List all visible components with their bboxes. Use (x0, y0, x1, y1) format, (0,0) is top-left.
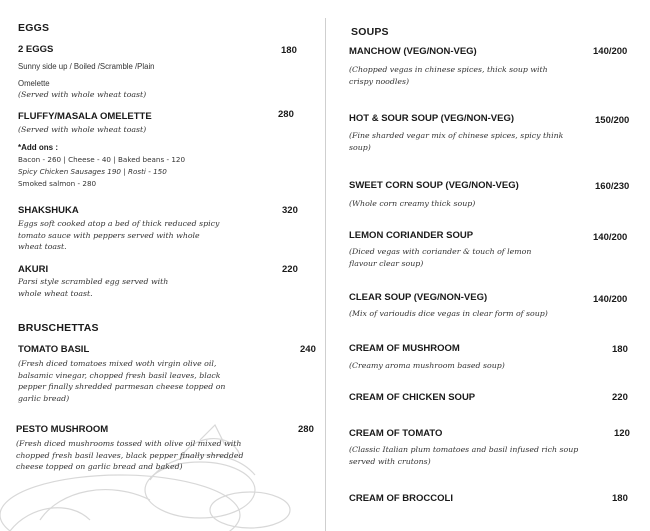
section-heading-eggs: EGGS (18, 22, 50, 34)
item-desc-manchow: (Chopped vegas in chinese spices, thick soup with crispy noodles) (349, 65, 548, 86)
item-price-fluffy-omelette: 280 (278, 109, 294, 120)
item-price-tomato-basil: 240 (300, 344, 316, 355)
item-desc-pesto-mushroom: (Fresh diced mushrooms tossed with olive oil mixed with chopped fresh basil leaves, black pepper finally shredded cheese topped on garlic bread and baked) (16, 439, 244, 471)
item-price-akuri: 220 (282, 264, 298, 275)
item-options-2-eggs: Sunny side up / Boiled /Scramble /Plain (18, 62, 155, 71)
item-price-shakshuka: 320 (282, 205, 298, 216)
item-desc-shakshuka: Eggs soft cooked atop a bed of thick reduced spicy tomato sauce with peppers served with whole wheat toast. (18, 219, 220, 251)
item-desc-clear-soup: (Mix of varioudis dice vegas in clear form of soup) (349, 309, 548, 318)
item-desc-cream-tomato: (Classic Italian plum tomatoes and basil infused rich soup served with crutons) (349, 445, 579, 466)
section-heading-bruschettas: BRUSCHETTAS (18, 322, 99, 334)
addons-line: Smoked salmon - 280 (18, 179, 97, 188)
item-name-2-eggs: 2 EGGS (18, 44, 54, 55)
decorative-food-sketch (0, 420, 330, 531)
item-desc-lemon-coriander: (Diced vegas with coriander & touch of lemon flavour clear soup) (349, 247, 532, 268)
item-desc-tomato-basil: (Fresh diced tomatoes mixed woth virgin olive oil, balsamic vinegar, chopped fresh basil leaves, black pepper finally shredded parmesan cheese topped on garlic bread) (18, 359, 226, 403)
item-price-sweet-corn: 160/230 (595, 181, 630, 192)
column-divider (325, 18, 326, 531)
item-name-cream-tomato: CREAM OF TOMATO (349, 428, 443, 439)
item-desc-akuri: Parsi style scrambled egg served with whole wheat toast. (18, 277, 169, 298)
item-desc-hot-sour: (Fine sharded vegar mix of chinese spices, spicy think soup) (349, 131, 564, 152)
item-price-cream-tomato: 120 (614, 428, 630, 439)
addons-line: Bacon - 260 | Cheese - 40 | Baked beans - 120 (18, 155, 186, 164)
item-desc-fluffy-omelette: (Served with whole wheat toast) (18, 125, 147, 134)
item-name-hot-sour: HOT & SOUR SOUP (VEG/NON-VEG) (349, 113, 515, 124)
item-name-pesto-mushroom: PESTO MUSHROOM (16, 424, 109, 435)
item-name-manchow: MANCHOW (VEG/NON-VEG) (349, 46, 477, 57)
item-price-cream-broccoli: 180 (612, 493, 628, 504)
item-name-lemon-coriander: LEMON CORIANDER SOUP (349, 230, 474, 241)
item-price-lemon-coriander: 140/200 (593, 232, 628, 243)
item-name-cream-chicken: CREAM OF CHICKEN SOUP (349, 392, 476, 403)
item-desc-sweet-corn: (Whole corn creamy thick soup) (349, 199, 476, 208)
item-desc-cream-mushroom: (Creamy aroma mushroom based soup) (349, 361, 505, 370)
addons-title: *Add ons : (18, 143, 58, 152)
item-name-fluffy-omelette: FLUFFY/MASALA OMELETTE (18, 111, 152, 122)
item-price-cream-chicken: 220 (612, 392, 628, 403)
item-price-clear-soup: 140/200 (593, 294, 628, 305)
item-options-2-eggs-cont: Omelette (18, 79, 50, 88)
item-name-shakshuka: SHAKSHUKA (18, 205, 79, 216)
item-name-clear-soup: CLEAR SOUP (VEG/NON-VEG) (349, 292, 488, 303)
item-desc-2-eggs: (Served with whole wheat toast) (18, 90, 147, 99)
addons-line: Spicy Chicken Sausages 190 | Rosti - 150 (18, 167, 167, 176)
section-heading-soups: SOUPS (351, 26, 389, 38)
item-price-manchow: 140/200 (593, 46, 628, 57)
item-price-pesto-mushroom: 280 (298, 424, 314, 435)
item-name-cream-mushroom: CREAM OF MUSHROOM (349, 343, 460, 354)
item-price-2-eggs: 180 (281, 45, 297, 56)
item-price-cream-mushroom: 180 (612, 344, 628, 355)
item-name-cream-broccoli: CREAM OF BROCCOLI (349, 493, 453, 504)
item-name-sweet-corn: SWEET CORN SOUP (VEG/NON-VEG) (349, 180, 519, 191)
item-name-akuri: AKURI (18, 264, 49, 275)
item-name-tomato-basil: TOMATO BASIL (18, 344, 90, 355)
item-price-hot-sour: 150/200 (595, 115, 630, 126)
